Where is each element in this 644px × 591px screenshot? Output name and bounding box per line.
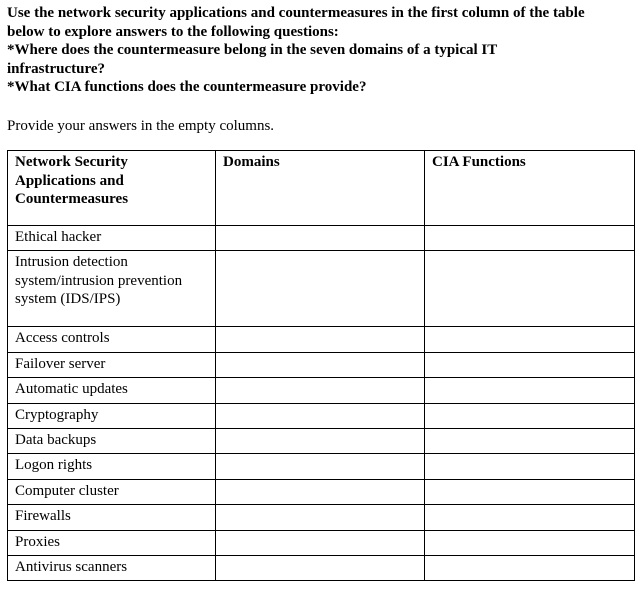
cia-answer-cell[interactable] [425, 226, 635, 251]
countermeasure-cell: Logon rights [8, 454, 216, 479]
countermeasure-cell: Access controls [8, 327, 216, 352]
countermeasure-cell: Antivirus scanners [8, 555, 216, 580]
table-row [8, 428, 635, 453]
domains-answer-cell[interactable] [216, 530, 425, 555]
domains-answer-cell[interactable] [216, 454, 425, 479]
domains-answer-cell[interactable] [216, 555, 425, 580]
table-row [8, 327, 635, 352]
instruction-line: Use the network security applications and countermeasures in the first column of the table [7, 5, 585, 21]
instructions-block [7, 4, 637, 97]
domains-answer-cell[interactable] [216, 352, 425, 377]
table-row [8, 555, 635, 580]
cia-answer-cell[interactable] [425, 251, 635, 327]
domains-answer-cell[interactable] [216, 428, 425, 453]
domains-answer-cell[interactable] [216, 479, 425, 504]
table-row [8, 479, 635, 504]
header-domains: Domains [216, 151, 425, 226]
cia-answer-cell[interactable] [425, 530, 635, 555]
cia-answer-cell[interactable] [425, 352, 635, 377]
domains-answer-cell[interactable] [216, 403, 425, 428]
header-countermeasures: Network Security Applications and Countermeasures [8, 151, 216, 226]
countermeasure-cell: Firewalls [8, 505, 216, 530]
table-row [8, 378, 635, 403]
answer-table [7, 150, 635, 581]
instruction-line: *What CIA functions does the countermeasure provide? [7, 79, 367, 96]
table-row [8, 226, 635, 251]
cia-answer-cell[interactable] [425, 505, 635, 530]
countermeasure-cell: Intrusion detection system/intrusion prevention system (IDS/IPS) [8, 251, 216, 327]
cia-answer-cell[interactable] [425, 479, 635, 504]
table-row [8, 530, 635, 555]
domains-answer-cell[interactable] [216, 505, 425, 530]
table-row [8, 352, 635, 377]
header-cia-functions: CIA Functions [425, 151, 635, 226]
table-header-row [8, 151, 635, 226]
instruction-line: infrastructure? [7, 60, 106, 77]
cia-answer-cell[interactable] [425, 327, 635, 352]
cia-answer-cell[interactable] [425, 555, 635, 580]
domains-answer-cell[interactable] [216, 226, 425, 251]
cia-answer-cell[interactable] [425, 428, 635, 453]
domains-answer-cell[interactable] [216, 251, 425, 327]
instruction-line: below to explore answers to the following questions: [7, 23, 339, 40]
countermeasure-cell: Cryptography [8, 403, 216, 428]
countermeasure-cell: Ethical hacker [8, 226, 216, 251]
countermeasure-cell: Computer cluster [8, 479, 216, 504]
instruction-line: *Where does the countermeasure belong in the seven domains of a typical IT [7, 42, 498, 59]
table-row [8, 403, 635, 428]
domains-answer-cell[interactable] [216, 327, 425, 352]
table-row [8, 454, 635, 479]
countermeasure-cell: Automatic updates [8, 378, 216, 403]
provide-answers-text: Provide your answers in the empty columns. [7, 117, 275, 134]
countermeasure-cell: Data backups [8, 428, 216, 453]
cia-answer-cell[interactable] [425, 378, 635, 403]
countermeasure-cell: Failover server [8, 352, 216, 377]
domains-answer-cell[interactable] [216, 378, 425, 403]
document-page [7, 4, 637, 135]
cia-answer-cell[interactable] [425, 403, 635, 428]
table-row [8, 251, 635, 327]
cia-answer-cell[interactable] [425, 454, 635, 479]
table-row [8, 505, 635, 530]
countermeasure-cell: Proxies [8, 530, 216, 555]
